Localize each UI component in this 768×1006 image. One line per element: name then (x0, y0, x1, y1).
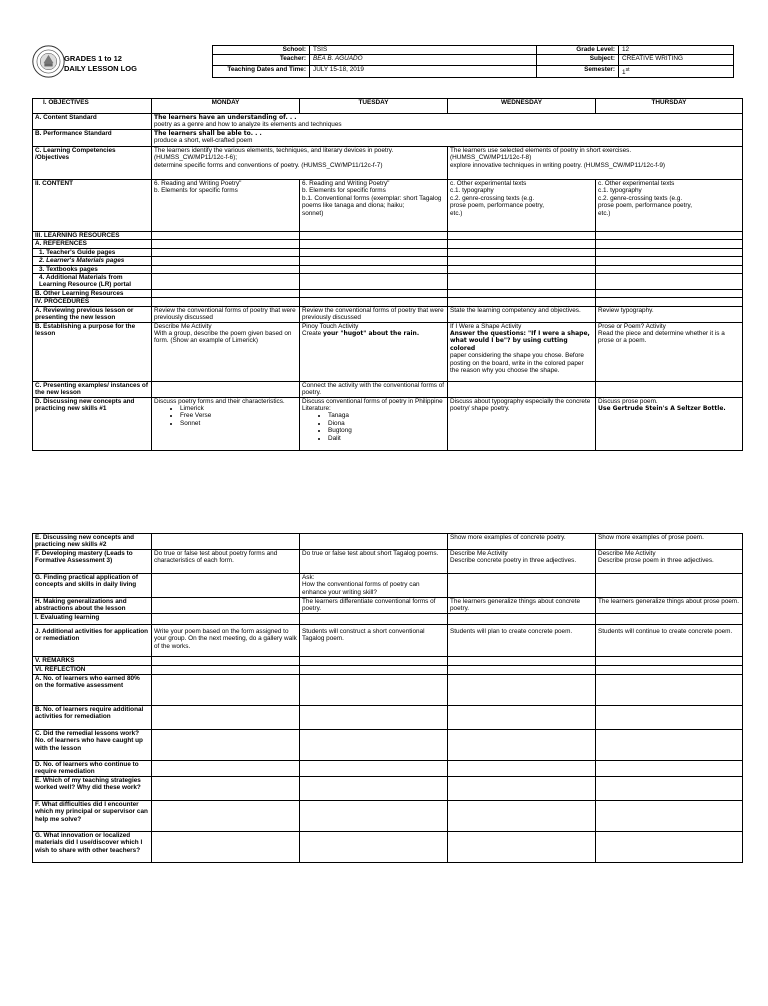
daily-lesson-log-label: DAILY LESSON LOG (64, 64, 137, 73)
list-item: • Dalit (328, 435, 445, 442)
content-wed: c. Other experimental texts c.1. typography c.2. genre-crossing texts (e.g. prose poem, performance poetry, etc.) (448, 180, 596, 232)
presenting-tue: Connect the activity with the conventional forms of poetry. (300, 381, 448, 397)
mastery-thu: Describe Me Activity Describe prose poem in three adjectives. (596, 550, 743, 574)
reviewing-thu: Review typography. (596, 306, 743, 322)
mastery-row (33, 550, 743, 574)
discussing1-thu: Discuss prose poem. Use Gertrude Stein's A Seltzer Bottle. (596, 397, 743, 450)
list-item: • Limerick (180, 405, 297, 412)
procedures-label: IV. PROCEDURES (33, 298, 152, 306)
additional-row (33, 625, 743, 657)
content-thu: c. Other experimental texts c.1. typography c.2. genre-crossing texts (e.g. prose poem, performance poetry, etc.) (596, 180, 743, 232)
reflection-a-label: A. No. of learners who earned 80% on the formative assessment (33, 675, 152, 706)
discussing2-thu: Show more examples of prose poem. (596, 534, 743, 550)
reflection-g-row (33, 832, 743, 863)
purpose-thu: Prose or Poem? Activity Read the piece and determine whether it is a prose or a poem. (596, 322, 743, 381)
lesson-table-part-1 (32, 98, 743, 451)
content-standard-text: The learners have an understanding of. . . poetry as a genre and how to analyze its elements and techniques (152, 114, 743, 130)
objectives-header: I. OBJECTIVES (33, 99, 152, 114)
reviewing-label: A. Reviewing previous lesson or presenting the new lesson (33, 306, 152, 322)
textbooks-label: 3. Textbooks pages (33, 265, 152, 273)
reflection-f-row (33, 801, 743, 832)
practical-label: G. Finding practical application of concepts and skills in daily living (33, 574, 152, 598)
purpose-label: B. Establishing a purpose for the lesson (33, 322, 152, 381)
subject-label: Subject: (537, 55, 619, 66)
thursday-header: THURSDAY (596, 99, 743, 114)
competencies-row (33, 147, 743, 180)
school-value: TSIS (310, 46, 537, 55)
competencies-wed-thu: The learners use selected elements of poetry in short exercises. (HUMSS_CW/MP11/12c-f-8) explore innovative techniques in writing poetry. (HUMSS_CW/MP11/12c-f-9) (448, 147, 743, 180)
procedures-row (33, 298, 743, 306)
content-label: II. CONTENT (33, 180, 152, 232)
list-item: • Diona (328, 420, 445, 427)
additional-wed: Students will plan to create concrete poem. (448, 625, 596, 657)
school-label: School: (213, 46, 310, 55)
other-resources-label: B. Other Learning Resources (33, 289, 152, 297)
column-header-row (33, 99, 743, 114)
reflection-g-label: G. What innovation or localized materials did I use/discover which I wish to share with other teachers? (33, 832, 152, 863)
content-tue: 6. Reading and Writing Poetry" b. Elements for specific forms b.1. Conventional forms (exemplar: short Tagalog poems like tanaga and diona; haiku; sonnet) (300, 180, 448, 232)
discussing1-tue: Discuss conventional forms of poetry in Philippine Literature: • Tanaga • Diona • Bugtong • Dalit (300, 397, 448, 450)
deped-seal-logo (32, 45, 65, 78)
dates-value: JULY 15-18, 2019 (310, 66, 537, 78)
header-title-block (64, 54, 137, 74)
semester-value: 1st (619, 66, 734, 78)
grade-level-label: Grade Level: (537, 46, 619, 55)
other-resources-row (33, 289, 743, 297)
evaluating-row (33, 614, 743, 625)
presenting-row (33, 381, 743, 397)
reflection-c-label: C. Did the remedial lessons work? No. of learners who have caught up with the lesson (33, 730, 152, 761)
wednesday-header: WEDNESDAY (448, 99, 596, 114)
monday-header: MONDAY (152, 99, 300, 114)
references-label: A. REFERENCES (33, 240, 152, 248)
generalizations-wed: The learners generalize things about concrete poetry. (448, 598, 596, 614)
list-item: • Tanaga (328, 412, 445, 419)
list-item: • Sonnet (180, 420, 297, 427)
additional-thu: Students will continue to create concrete poem. (596, 625, 743, 657)
additional-label: J. Additional activities for application or remediation (33, 625, 152, 657)
reflection-a-row (33, 675, 743, 706)
remarks-label: V. REMARKS (33, 657, 152, 666)
purpose-row (33, 322, 743, 381)
content-standard-label: A. Content Standard (33, 114, 152, 130)
remarks-row (33, 657, 743, 666)
reflection-d-row (33, 761, 743, 777)
dates-label: Teaching Dates and Time: (213, 66, 310, 78)
additional-mon: Write your poem based on the form assigned to your group. On the next meeting, do a gallery walk of the works. (152, 625, 300, 657)
lr-portal-row (33, 274, 743, 290)
mastery-wed: Describe Me Activity Describe concrete poetry in three adjectives. (448, 550, 596, 574)
learners-materials-row (33, 257, 743, 265)
poetry-forms-list (154, 405, 297, 427)
reflection-b-row (33, 706, 743, 730)
learning-resources-label: III. LEARNING RESOURCES (33, 232, 152, 240)
philippine-forms-list (302, 412, 445, 442)
generalizations-thu: The learners generalize things about prose poem. (596, 598, 743, 614)
list-item: • Bugtong (328, 427, 445, 434)
generalizations-tue: The learners differentiate conventional forms of poetry. (300, 598, 448, 614)
purpose-mon: Describe Me Activity With a group, describe the poem given based on form. (Show an example of Limerick) (152, 322, 300, 381)
discussing2-label: E. Discussing new concepts and practicing new skills #2 (33, 534, 152, 550)
header-info-table (212, 45, 734, 78)
competencies-mon-tue: The learners identify the various elements, techniques, and literary devices in poetry. (HUMSS_CW/MP11/12c-f-6); determine specific forms and conventions of poetry. (HUMSS_CW/MP11/12c-f-7) (152, 147, 448, 180)
competencies-label: C. Learning Competencies /Objectives (33, 147, 152, 180)
discussing2-row (33, 534, 743, 550)
additional-tue: Students will construct a short conventional Tagalog poem. (300, 625, 448, 657)
learners-materials-label: 2. Learner's Materials pages (33, 257, 152, 265)
discussing1-label: D. Discussing new concepts and practicing new skills #1 (33, 397, 152, 450)
discussing2-wed: Show more examples of concrete poetry. (448, 534, 596, 550)
performance-standard-text: The learners shall be able to. . . produce a short, well-crafted poem (152, 130, 743, 147)
reviewing-mon: Review the conventional forms of poetry that were previously discussed (152, 306, 300, 322)
performance-standard-label: B. Performance Standard (33, 130, 152, 147)
content-row (33, 180, 743, 232)
teacher-value: BEA B. AGUADO (310, 55, 537, 66)
reflection-b-label: B. No. of learners require additional activities for remediation (33, 706, 152, 730)
presenting-label: C. Presenting examples/ instances of the new lesson (33, 381, 152, 397)
reviewing-wed: State the learning competency and objectives. (448, 306, 596, 322)
tuesday-header: TUESDAY (300, 99, 448, 114)
learning-resources-row (33, 232, 743, 240)
teacher-label: Teacher: (213, 55, 310, 66)
generalizations-row (33, 598, 743, 614)
reflection-d-label: D. No. of learners who continue to require remediation (33, 761, 152, 777)
discussing1-wed: Discuss about typography especially the concrete poetry/ shape poetry. (448, 397, 596, 450)
semester-label: Semester: (537, 66, 619, 78)
discussing1-mon: Discuss poetry forms and their characteristics. • Limerick • Free Verse • Sonnet (152, 397, 300, 450)
discussing1-row (33, 397, 743, 450)
purpose-wed: If I Were a Shape Activity Answer the questions: "If I were a shape, what would I be"? by using cutting colored paper considering the shape you chose. Before posting on the board, write in the colored paper the reason why you choose the shape. (448, 322, 596, 381)
content-mon: 6. Reading and Writing Poetry" b. Elements for specific forms (152, 180, 300, 232)
practical-tue: Ask: How the conventional forms of poetry can enhance your writing skill? (300, 574, 448, 598)
reflection-f-label: F. What difficulties did I encounter which my principal or supervisor can help me solve? (33, 801, 152, 832)
lesson-table-part-2 (32, 533, 743, 863)
grades-label: GRADES 1 to 12 (64, 54, 122, 63)
textbooks-row (33, 265, 743, 273)
evaluating-label: I. Evaluating learning (33, 614, 152, 625)
practical-row (33, 574, 743, 598)
performance-standard-row (33, 130, 743, 147)
teachers-guide-row (33, 248, 743, 256)
list-item: • Free Verse (180, 412, 297, 419)
references-row (33, 240, 743, 248)
content-standard-row (33, 114, 743, 130)
generalizations-label: H. Making generalizations and abstractions about the lesson (33, 598, 152, 614)
reviewing-row (33, 306, 743, 322)
mastery-mon: Do true or false test about poetry forms and characteristics of each form. (152, 550, 300, 574)
grade-level-value: 12 (619, 46, 734, 55)
teachers-guide-label: 1. Teacher's Guide pages (33, 248, 152, 256)
subject-value: CREATIVE WRITING (619, 55, 734, 66)
reflection-label: VI. REFLECTION (33, 666, 152, 675)
purpose-tue: Pinoy Touch Activity Create your "hugot" about the rain. (300, 322, 448, 381)
reflection-e-label: E. Which of my teaching strategies worked well? Why did these work? (33, 777, 152, 801)
reflection-row (33, 666, 743, 675)
reflection-e-row (33, 777, 743, 801)
mastery-label: F. Developing mastery (Leads to Formative Assessment 3) (33, 550, 152, 574)
reflection-c-row (33, 730, 743, 761)
reviewing-tue: Review the conventional forms of poetry that were previously discussed (300, 306, 448, 322)
lr-portal-label: 4. Additional Materials from Learning Resource (LR) portal (33, 274, 152, 290)
mastery-tue: Do true or false test about short Tagalog poems. (300, 550, 448, 574)
